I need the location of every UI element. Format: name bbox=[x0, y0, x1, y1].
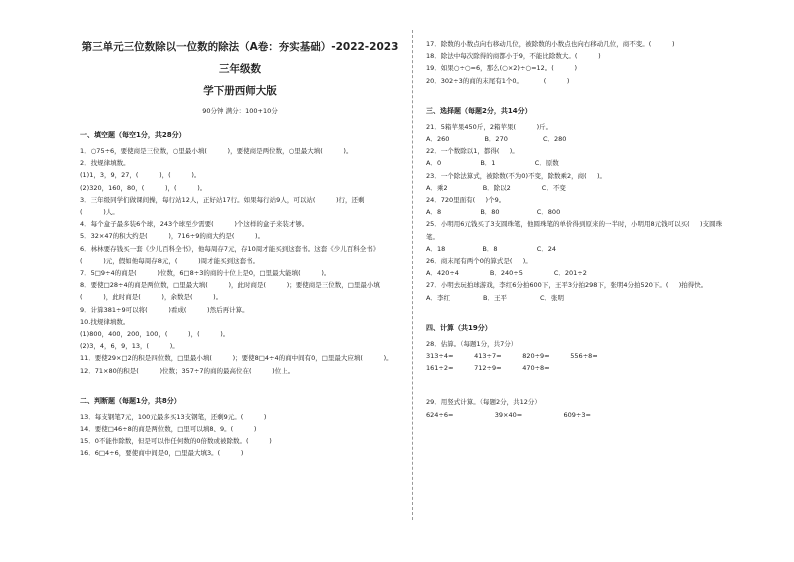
question-line: ( )人。 bbox=[80, 208, 119, 217]
question-line: 8．要使□28÷4的商是两位数，□里最大填( )，此时商是( )；要使商是三位数，□里最小填 bbox=[80, 281, 380, 290]
question-line: 3．三年级同学们做课间操，每行站12人，正好站17行。如果每行站9人，可以站( )行，还剩 bbox=[80, 195, 365, 204]
question-line: 10.找规律填数。 bbox=[80, 317, 130, 326]
choice-options: A．8 B．80 C．800 bbox=[426, 208, 561, 217]
choice-options: A．420÷4 B．240÷5 C．201÷2 bbox=[426, 269, 587, 278]
question-line: 24．720里面有( )个9。 bbox=[426, 196, 506, 205]
question-line: 22．一个数除以1，都得( )。 bbox=[426, 147, 519, 156]
right-column bbox=[426, 38, 726, 421]
choice-options: A．260 B．270 C．280 bbox=[426, 135, 567, 144]
question-line: 13．每支钢笔7元，100元最多买13支钢笔，还剩9元。( ) bbox=[80, 412, 267, 421]
question-line: 18．除法中每次除得的商都小于9，不能比除数大。( ) bbox=[426, 52, 601, 61]
question-line: 23．一个除法算式，被除数(不为0)不变，除数乘2，商( )。 bbox=[426, 171, 607, 180]
question-line: 9．计算381÷9可以将( )看成( )然后再计算。 bbox=[80, 305, 249, 314]
question-line: ( )，此时商是( )，余数是( )。 bbox=[80, 293, 223, 302]
question-line: 7．5□9÷4的商是( )位数，6□8÷3的商的十位上是0，□里最大能填( )。 bbox=[80, 269, 331, 278]
question-line: 16．6□4÷6，要使商中间是0，□里最大填3。( ) bbox=[80, 449, 244, 458]
question-line: ( )元，假如他每周存8元，( )周才能买到这套书。 bbox=[80, 256, 260, 265]
question-line: 28．估算。（每题1分，共7分） bbox=[426, 339, 518, 348]
question-line: (2)3，4，6，9，13，( )。 bbox=[80, 342, 179, 351]
question-line: (2)320，160，80，( )，( )。 bbox=[80, 183, 207, 192]
choice-options: A．0 B．1 C．原数 bbox=[426, 159, 559, 168]
section-title-multiple-choice: 三、选择题（每题2分，共14分） bbox=[426, 106, 532, 115]
section-true-false-items bbox=[80, 411, 400, 460]
choice-options: A．乘2 B．除以2 C．不变 bbox=[426, 183, 566, 192]
question-line: (1)1，3，9，27，( )，( )。 bbox=[80, 171, 201, 180]
question-line: 25．小明用6元钱买了3支圆珠笔，他圆珠笔的单价得到原来的一半时，小明用8元钱可以买( )支圆珠 bbox=[426, 220, 723, 229]
section-title-fill-in: 一、填空题（每空1分，共28分） bbox=[80, 131, 186, 139]
question-line: 12．71×80的积是( )位数；357÷7的商的最高位在( )位上。 bbox=[80, 366, 295, 375]
question-line: 11．要使29×□2的积是四位数，□里最小填( )；要使8□4÷4的商中间有0，□里最大应填( )。 bbox=[80, 354, 393, 363]
question-line: 6．林林要存钱买一套《少儿百科全书》，他每周存7元，存10周才能买到这套书。这套《少儿百科全书》 bbox=[80, 244, 380, 253]
exam-meta: 90分钟 满分：100+10分 bbox=[202, 107, 278, 115]
question-line: 2．找规律填数。 bbox=[80, 159, 130, 168]
question-line: 21．5箱苹果450斤，2箱苹果( )斤。 bbox=[426, 122, 553, 131]
question-line: 4．每个盒子最多装6个球，243个球至少需要( )个这样的盒子来装才够。 bbox=[80, 220, 309, 229]
question-line: (1)800，400，200，100，( )，( )。 bbox=[80, 330, 230, 339]
document-title-line1: 第三单元三位数除以一位数的除法（A卷：夯实基础）-2022-2023三年级数 bbox=[81, 41, 399, 75]
question-line: 笔。 bbox=[426, 232, 439, 241]
section-multiple-choice-items bbox=[426, 121, 726, 304]
estimate-row: 161÷2≈ 712÷9≈ 470÷8≈ bbox=[426, 364, 550, 373]
choice-options: A．18 B．8 C．24 bbox=[426, 244, 557, 253]
question-line: 1．○75÷6，要使商是三位数，○里最小填( )，要使商是两位数，○里最大填( )。 bbox=[80, 147, 353, 155]
question-line: 17．除数的小数点向右移动几位，被除数的小数点也向右移动几位，商不变。( ) bbox=[426, 40, 675, 48]
question-line: 27．小明去玩拍球游戏，李红6分拍600下，王平3分拍298下，张明4分拍520下。( )拍得快。 bbox=[426, 281, 708, 290]
section-true-false-continued bbox=[426, 38, 726, 87]
document-title-line2: 学下册西师大版 bbox=[203, 85, 277, 97]
question-line: 5．32×47的积大约是( )，716÷9的商大约是( )。 bbox=[80, 232, 265, 241]
question-line: 20．302÷3的商的末尾有1个0。 ( ) bbox=[426, 76, 570, 85]
question-line: 15．0不能作除数，但是可以作任何数的0倍数或被除数。( ) bbox=[80, 437, 272, 446]
section-title-calculation: 四、计算（共19分） bbox=[426, 323, 492, 332]
question-line: 14．要使□46÷8的商是两位数，□里可以填8、9。( ) bbox=[80, 425, 257, 434]
section-fill-in-items bbox=[80, 145, 400, 377]
section-title-true-false: 二、判断题（每题1分，共8分） bbox=[80, 396, 181, 405]
question-line: 26．商末尾有两个0的算式是( )。 bbox=[426, 257, 532, 266]
question-line: 29．用竖式计算。（每题2分，共12分） bbox=[426, 398, 541, 407]
vertical-calc-row: 624÷6= 39×40= 609÷3= bbox=[426, 410, 591, 419]
column-divider bbox=[412, 30, 413, 520]
choice-options: A．李红 B．王平 C．张明 bbox=[426, 293, 565, 302]
estimate-row: 313÷4≈ 413÷7≈ 820÷9≈ 556÷8≈ bbox=[426, 352, 598, 361]
left-column bbox=[80, 36, 400, 460]
question-line: 19．如果○÷○=6，那么(○×2)÷○=12。( ) bbox=[426, 64, 578, 73]
